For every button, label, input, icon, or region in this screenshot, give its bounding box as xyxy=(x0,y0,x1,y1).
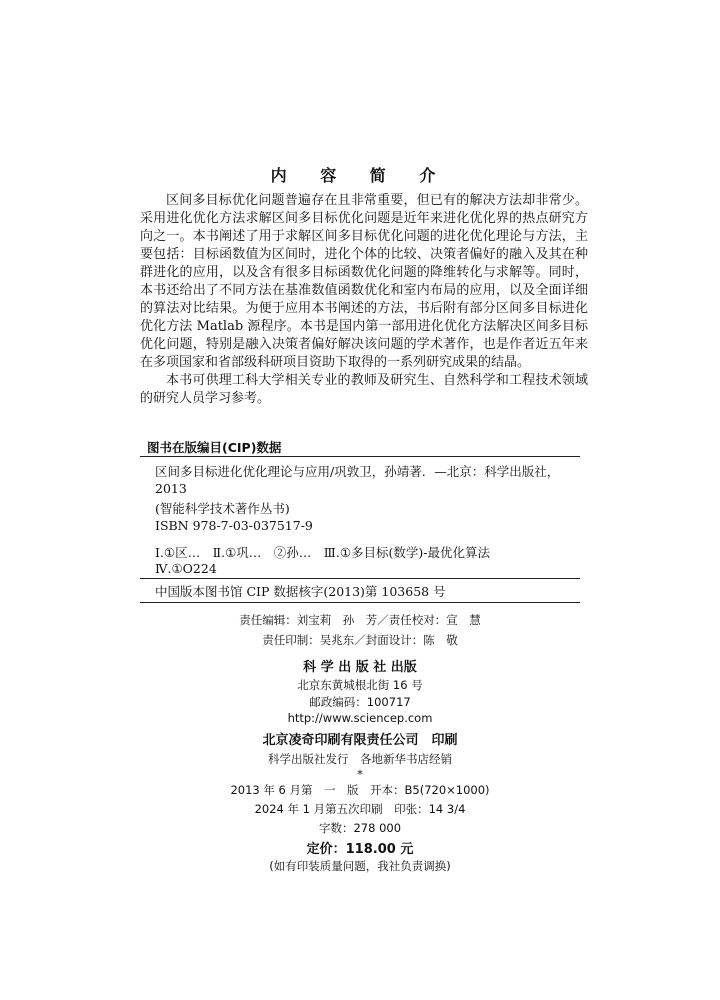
quality-notice: (如有印装质量问题，我社负责调换) xyxy=(269,859,451,873)
separator-star: * xyxy=(357,767,363,781)
editors-credit: 责任编辑：刘宝莉 孙 芳／责任校对：宣 慧 xyxy=(239,613,481,627)
cip-isbn: ISBN 978-7-03-037517-9 xyxy=(155,518,313,533)
cip-approval: 中国版本图书馆 CIP 数据核字(2013)第 103658 号 xyxy=(155,584,446,599)
printing-credit: 责任印制：吴兆东／封面设计：陈 敬 xyxy=(262,633,458,647)
cip-classification: Ⅳ.①O224 xyxy=(155,561,217,576)
cip-line: 区间多目标进化优化理论与应用/巩敦卫，孙靖著．—北京：科学出版社， xyxy=(155,464,560,479)
printer: 北京凌奇印刷有限责任公司 印刷 xyxy=(262,733,458,748)
price: 定价：118.00 元 xyxy=(306,842,414,857)
abstract-paragraph-1: 区间多目标优化问题普遍存在且非常重要，但已有的解决方法却非常少。采用进化优化方法求解区间多目标优化问题是近年来进化优化界的热点研究方向之一。本书阐述了用于求解区间多目标优化问题的进化优化理论与方法，主要包括：目标函数值为区间时，进化个体的比较、决策者偏好的融入及其在种群进化的应用，以及含有很多目标函数优化问题的降维转化与求解等。同时，本书还给出了不同方法在基准数值函数优化和室内布局的应用，以及全面详细的算法对比结果。为便于应用本书阐述的方法，书后附有部分区间多目标进化优化方法 Matlab 源程序。本书是国内第一部用进化优化方法解决区间多目标优化问题，特别是融入决策者偏好解决该问题的学术著作，也是作者近五年来在多项国家和省部级科研项目资助下取得的一系列研究成果的结晶。 xyxy=(140,193,588,370)
abstract-paragraph-2: 本书可供理工科大学相关专业的教师及研究生、自然科学和工程技术领域的研究人员学习参考。 xyxy=(140,373,588,406)
postcode: 邮政编码：100717 xyxy=(309,695,411,709)
edition-info: 2013 年 6 月第 一 版 开本：B5(720×1000) xyxy=(230,783,490,797)
cip-bottom-rule xyxy=(140,602,580,603)
cip-heading: 图书在版编目(CIP)数据 xyxy=(147,440,282,455)
impression-info: 2024 年 1 月第五次印刷 印张：14 3/4 xyxy=(254,802,466,816)
section-title: 内 容 简 介 xyxy=(270,166,450,185)
word-count: 字数：278 000 xyxy=(318,821,402,835)
cip-series: (智能科学技术著作丛书) xyxy=(155,501,290,516)
cip-line: 2013 xyxy=(155,481,187,496)
cip-top-rule xyxy=(140,456,580,457)
website: http://www.sciencep.com xyxy=(287,711,433,725)
abstract xyxy=(140,192,588,408)
cip-middle-rule xyxy=(140,578,580,579)
distribution: 科学出版社发行 各地新华书店经销 xyxy=(268,752,452,766)
publisher-address: 北京东黄城根北街 16 号 xyxy=(297,678,423,692)
publisher: 科 学 出 版 社 出版 xyxy=(303,660,417,675)
cip-classification: Ⅰ.①区… Ⅱ.①巩… ②孙… Ⅲ.①多目标(数学)-最优化算法 xyxy=(155,545,491,560)
